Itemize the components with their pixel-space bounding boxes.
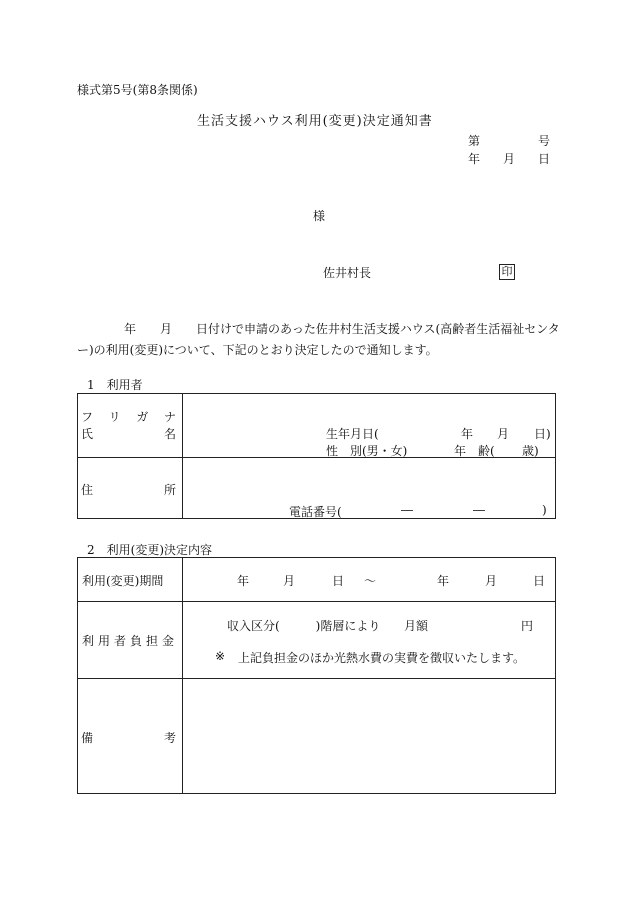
section1-heading: 1 利用者 xyxy=(87,378,143,392)
period-end-day: 日 xyxy=(533,574,546,588)
body-line-1: 年 月 日付けで申請のあった佐井村生活支援ハウス(高齢者生活福祉センタ xyxy=(124,322,560,336)
age-label: 年 齢( xyxy=(454,444,495,458)
period-start-month: 月 xyxy=(283,574,296,588)
period-end-month: 月 xyxy=(485,574,498,588)
form-number: 様式第5号(第8条関係) xyxy=(77,83,198,97)
age-unit: 歳) xyxy=(522,444,539,458)
page-title: 生活支援ハウス利用(変更)決定通知書 xyxy=(197,114,433,129)
address-label xyxy=(81,481,176,498)
seal-mark: 印 xyxy=(499,264,515,280)
birthdate-day: 日) xyxy=(534,427,551,441)
name-char: 氏 xyxy=(81,427,94,441)
phone-dash-2: ― xyxy=(473,503,485,517)
user-table-divider xyxy=(182,393,183,519)
address-char: 所 xyxy=(163,483,176,497)
doc-date-year: 年 xyxy=(468,152,481,166)
gender-label: 性 別(男・女) xyxy=(326,444,408,458)
issuer-name: 佐井村長 xyxy=(323,266,372,280)
burden-label: 利用者負担金 xyxy=(82,634,179,648)
yen-unit: 円 xyxy=(521,619,534,633)
period-start-day: 日 xyxy=(332,574,345,588)
body-line-2: ー)の利用(変更)について、下記のとおり決定したので通知します。 xyxy=(77,343,438,357)
phone-close: ) xyxy=(542,503,547,517)
remarks-char: 備 xyxy=(81,731,94,745)
doc-date-month: 月 xyxy=(503,152,516,166)
decision-table-divider xyxy=(182,557,183,794)
decision-table-row-divider-1 xyxy=(77,601,556,602)
doc-date-day: 日 xyxy=(538,152,551,166)
note-mark: ※ xyxy=(215,649,226,663)
furigana-char: ガ xyxy=(136,410,149,424)
furigana-label xyxy=(81,408,176,425)
phone-label: 電話番号( xyxy=(289,505,342,519)
period-start-year: 年 xyxy=(237,574,250,588)
furigana-char: ナ xyxy=(163,410,176,424)
addressee-suffix: 様 xyxy=(313,209,326,223)
birthdate-year: 年 xyxy=(461,427,474,441)
remarks-char: 考 xyxy=(163,731,176,745)
period-label: 利用(変更)期間 xyxy=(82,574,164,588)
decision-table xyxy=(77,557,556,794)
income-class: 収入区分( )階層により xyxy=(227,619,381,633)
monthly-amount-label: 月額 xyxy=(404,619,429,633)
decision-table-row-divider-2 xyxy=(77,678,556,679)
period-tilde: ～ xyxy=(364,574,377,588)
doc-number-dai: 第 xyxy=(468,134,481,148)
birthdate-label: 生年月日( xyxy=(326,427,379,441)
doc-number-go: 号 xyxy=(538,134,551,148)
furigana-char: フ xyxy=(81,410,94,424)
utility-note: 上記負担金のほか光熱水費の実費を徴収いたします。 xyxy=(238,651,526,665)
furigana-char: リ xyxy=(108,410,121,424)
birthdate-month: 月 xyxy=(497,427,510,441)
section2-heading: 2 利用(変更)決定内容 xyxy=(87,543,212,557)
address-char: 住 xyxy=(81,483,94,497)
phone-dash-1: ― xyxy=(401,503,413,517)
name-label xyxy=(81,425,176,442)
remarks-label xyxy=(81,729,176,746)
period-end-year: 年 xyxy=(437,574,450,588)
name-char: 名 xyxy=(163,427,176,441)
